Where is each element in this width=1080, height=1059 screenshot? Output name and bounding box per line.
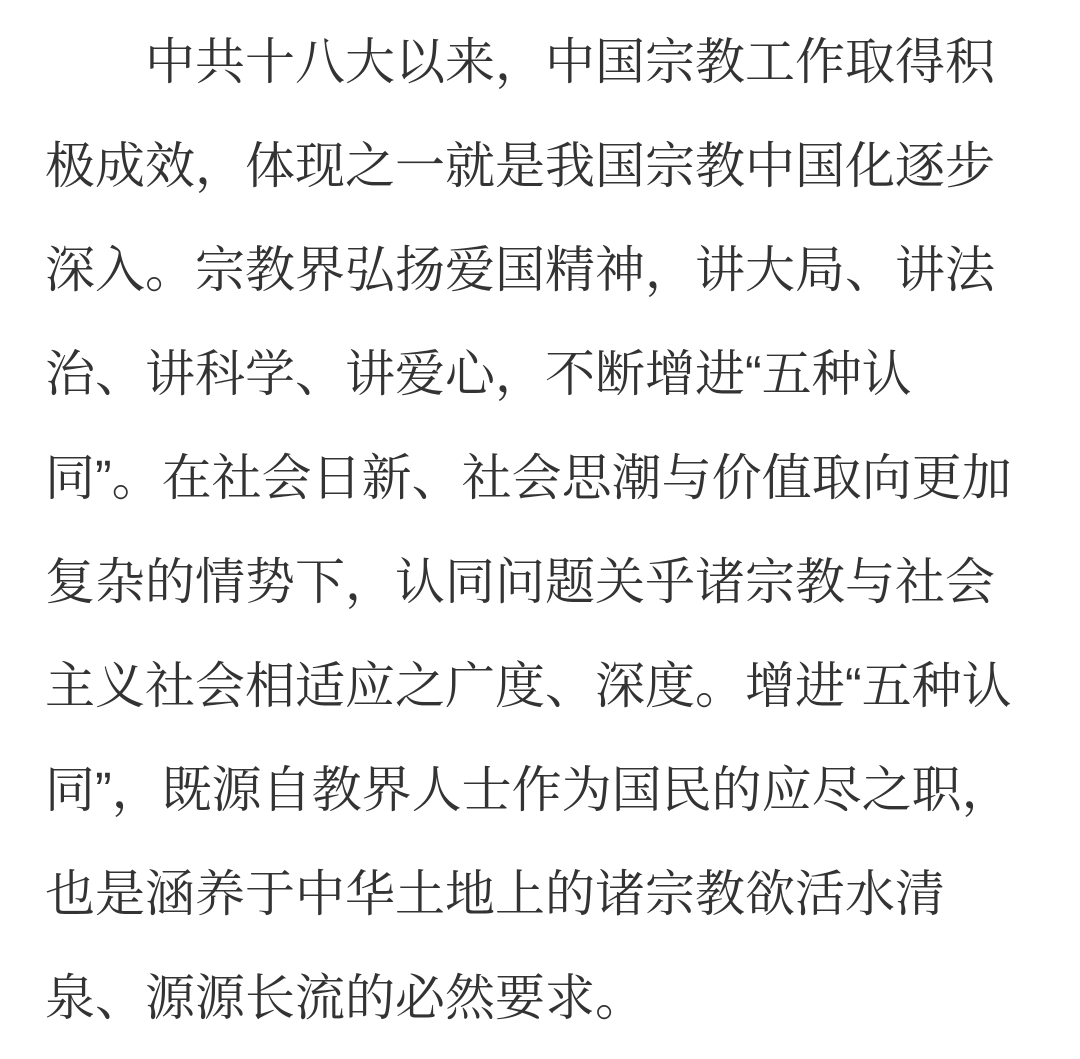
paragraph-line: 复杂的情势下，认同问题关乎诸宗教与社会 [45, 554, 995, 610]
paragraph-line: 治、讲科学、讲爱心，不断增进“五种认 [45, 346, 912, 402]
paragraph-line: 极成效，体现之一就是我国宗教中国化逐步 [45, 138, 995, 194]
paragraph-line: 中共十八大以来，中国宗教工作取得积 [145, 34, 995, 90]
paragraph-line: 深入。宗教界弘扬爱国精神，讲大局、讲法 [45, 242, 995, 298]
paragraph-line: 也是涵养于中华土地上的诸宗教欲活水清 [45, 866, 945, 922]
paragraph-line: 同”。在社会日新、社会思潮与价值取向更加 [45, 450, 1012, 506]
paragraph-line: 泉、源源长流的必然要求。 [45, 970, 645, 1026]
paragraph-line: 主义社会相适应之广度、深度。增进“五种认 [45, 658, 1012, 714]
paragraph-line: 同”，既源自教界人士作为国民的应尽之职， [45, 762, 1012, 818]
